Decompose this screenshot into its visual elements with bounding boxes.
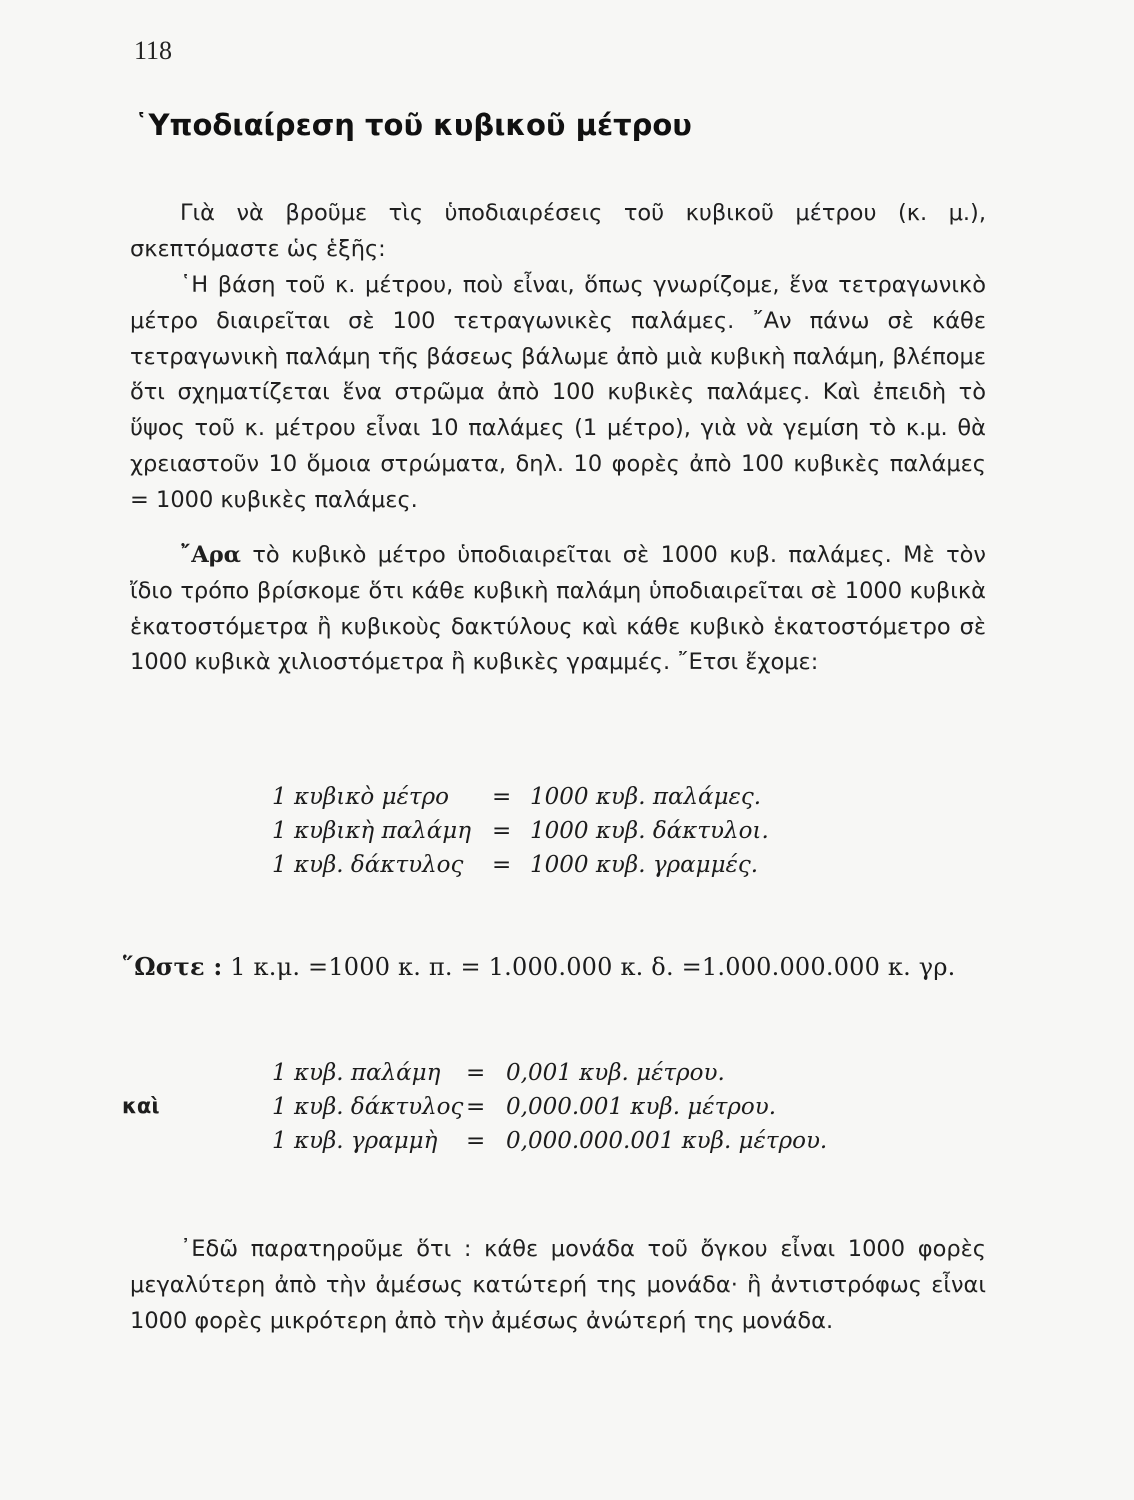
equals-sign: =	[466, 1128, 486, 1154]
conjunction-label: καὶ	[122, 1094, 160, 1118]
ratio-rhs: 0,000.001 κυβ. μέτρου.	[506, 1094, 777, 1120]
equality-rhs: 1000 κυβ. δάκτυλοι.	[530, 818, 769, 844]
equals-sign: =	[466, 1060, 486, 1086]
section-title: ῾Υποδιαίρεση τοῦ κυβικοῦ μέτρου	[134, 108, 692, 142]
equality-lhs: 1 κυβικὴ παλάμη	[272, 818, 471, 844]
equals-sign: =	[492, 784, 512, 810]
ara-lead: ῎Αρα	[180, 542, 241, 568]
ratio-lhs: 1 κυβ. δάκτυλος	[272, 1094, 464, 1120]
ara-text: τὸ κυβικὸ μέτρο ὑποδιαιρεῖται σὲ 1000 κυβ. παλάμες. Μὲ τὸν ἴδιο τρόπο βρίσκομε ὅτι κάθε κυβικὴ παλάμη ὑποδιαιρεῖται σὲ 1000 κυβικὰ ἑκατοστόμετρα ἢ κυβικοὺς δακτύλους καὶ κάθε κυβικὸ ἑκατοστόμετρο σὲ 1000 κυβικὰ χιλιοστόμετρα ἢ κυβικὲς γραμμές. ῎Ετσι ἔχομε:	[130, 542, 986, 676]
page-number: 118	[134, 36, 173, 65]
equality-rhs: 1000 κυβ. παλάμες.	[530, 784, 762, 810]
ara-paragraph	[130, 538, 986, 681]
intro-paragraph: Γιὰ νὰ βροῦμε τὶς ὑποδιαιρέσεις τοῦ κυβικοῦ μέτρου (κ. μ.), σκεπτόμαστε ὡς ἑξῆς:	[130, 200, 986, 262]
equality-rhs: 1000 κυβ. γραμμές.	[530, 852, 759, 878]
summary-text: 1 κ.μ. =1000 κ. π. = 1.000.000 κ. δ. =1.000.000.000 κ. γρ.	[222, 953, 956, 981]
ratio-rhs: 0,000.000.001 κυβ. μέτρου.	[506, 1128, 828, 1154]
equality-lhs: 1 κυβ. δάκτυλος	[272, 852, 464, 878]
ratio-lhs: 1 κυβ. παλάμη	[272, 1060, 441, 1086]
ratio-rhs: 0,001 κυβ. μέτρου.	[506, 1060, 725, 1086]
ratio-lhs: 1 κυβ. γραμμὴ	[272, 1128, 438, 1154]
conclusion-paragraph: ᾿Εδῶ παρατηροῦμε ὅτι : κάθε μονάδα τοῦ ὄγκου εἶναι 1000 φορὲς μεγαλύτερη ἀπὸ τὴν ἀμέσως κατώτερή της μονάδα· ἢ ἀντιστρόφως εἶναι 1000 φορὲς μικρότερη ἀπὸ τὴν ἀμέσως ἀνώτερή της μονάδα.	[130, 1236, 986, 1334]
equals-sign: =	[466, 1094, 486, 1120]
equals-sign: =	[492, 818, 512, 844]
basis-paragraph: ῾Η βάση τοῦ κ. μέτρου, ποὺ εἶναι, ὅπως γνωρίζομε, ἕνα τετραγωνικὸ μέτρο διαιρεῖται σὲ 100 τετραγωνικὲς παλάμες. ῎Αν πάνω σὲ κάθε τετραγωνικὴ παλάμη τῆς βάσεως βάλωμε ἀπὸ μιὰ κυβικὴ παλάμη, βλέπομε ὅτι σχηματίζεται ἕνα στρῶμα ἀπὸ 100 κυβικὲς παλάμες. Καὶ ἐπειδὴ τὸ ὕψος τοῦ κ. μέτρου εἶναι 10 παλάμες (1 μέτρο), γιὰ νὰ γεμίση τὸ κ.μ. θὰ χρειαστοῦν 10 ὅμοια στρώματα, δηλ. 10 φορὲς ἀπὸ 100 κυβικὲς παλάμες = 1000 κυβικὲς παλάμες.	[130, 272, 986, 513]
summary-lead: ῞Ωστε :	[122, 952, 223, 981]
equals-sign: =	[492, 852, 512, 878]
summary-line	[122, 952, 955, 981]
equality-lhs: 1 κυβικὸ μέτρο	[272, 784, 449, 810]
